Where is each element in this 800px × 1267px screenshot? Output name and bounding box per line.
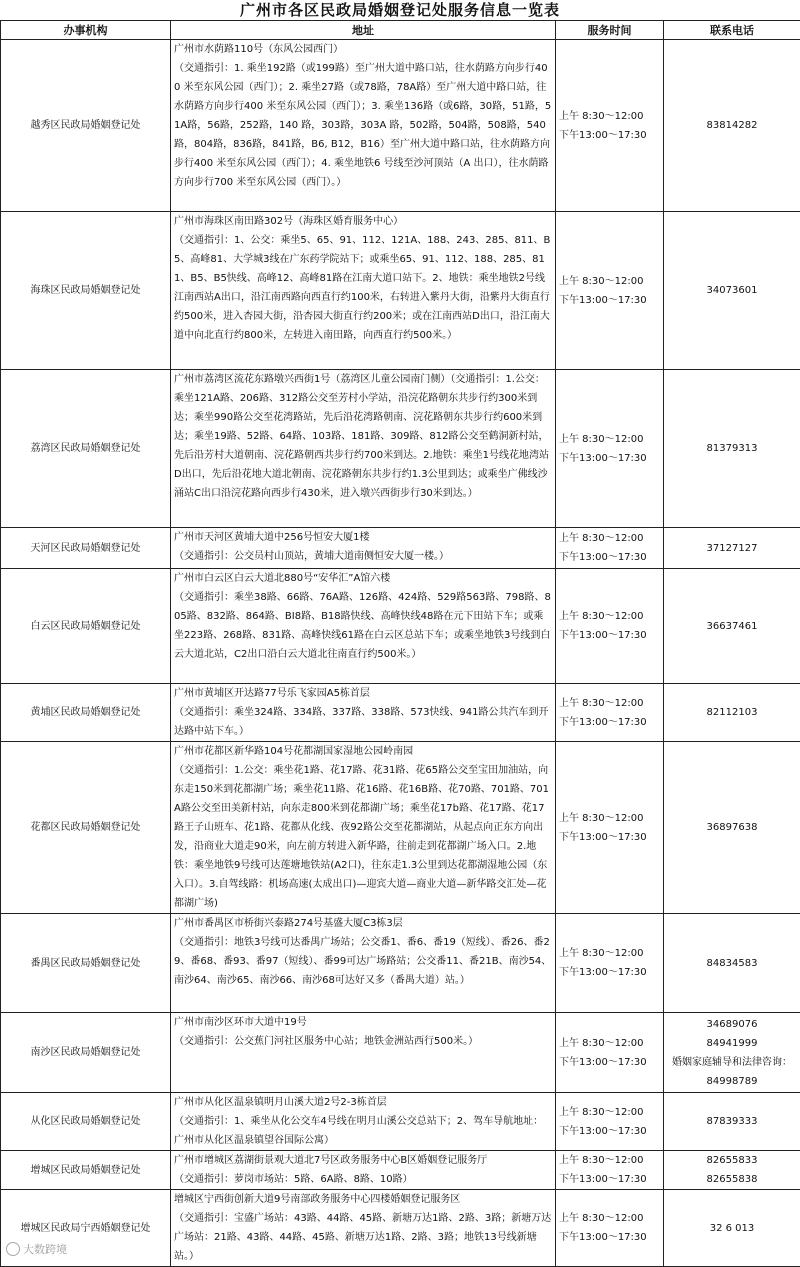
watermark-logo-icon bbox=[6, 1242, 20, 1256]
office-name bbox=[1, 528, 171, 569]
phone-number: 32 6 013 bbox=[667, 1219, 797, 1238]
service-hours bbox=[556, 1190, 664, 1267]
office-name bbox=[1, 40, 171, 212]
service-hours bbox=[556, 528, 664, 569]
office-name-text: 增城区民政局婚姻登记处 bbox=[31, 1165, 141, 1176]
office-address bbox=[171, 742, 556, 914]
phone-number: 34689076 bbox=[667, 1015, 797, 1034]
transit-directions: （交通指引：宝盛广场站：43路、44路、45路、新塘万达1路、2路、3路；新塘万达广场站：21路、43路、44路、45路、新塘万达1路、2路、3路；地铁13号线新塘站。） bbox=[174, 1209, 552, 1266]
registry-table bbox=[0, 20, 800, 1267]
hours-morning: 上午 8:30～12:00 bbox=[559, 607, 660, 626]
page-title: 广州市各区民政局婚姻登记处服务信息一览表 bbox=[0, 0, 800, 20]
office-name-text: 白云区民政局婚姻登记处 bbox=[31, 621, 141, 632]
address-line: 广州市白云区白云大道北880号“安华汇”A馆六楼 bbox=[174, 569, 552, 588]
table-row bbox=[1, 370, 800, 528]
contact-phone bbox=[664, 569, 800, 684]
office-name-text: 番禺区民政局婚姻登记处 bbox=[31, 958, 141, 969]
phone-number: 84941999 bbox=[667, 1034, 797, 1053]
hours-afternoon: 下午13:00～17:30 bbox=[559, 291, 660, 310]
phone-number: 82655838 bbox=[667, 1170, 797, 1189]
contact-phone bbox=[664, 370, 800, 528]
phone-number: 83814282 bbox=[667, 116, 797, 135]
transit-directions: （交通指引：地铁3号线可达番禺广场站；公交番1、番6、番19（短线）、番26、番29、番68、番93、番97（短线）、番99可达广场路站；公交番11、番21B、南沙54、南沙64、南沙65、南沙66、南沙68可达好又多（番禺大道）站。） bbox=[174, 933, 552, 990]
hours-morning: 上午 8:30～12:00 bbox=[559, 1034, 660, 1053]
service-hours bbox=[556, 914, 664, 1013]
phone-number: 婚姻家庭辅导和法律咨询：84998789 bbox=[667, 1053, 797, 1091]
office-name-text: 荔湾区民政局婚姻登记处 bbox=[31, 443, 141, 454]
phone-number: 37127127 bbox=[667, 539, 797, 558]
table-row bbox=[1, 742, 800, 914]
office-name bbox=[1, 914, 171, 1013]
transit-directions: （交通指引：萝岗市场站：5路、6A路、8路、10路） bbox=[174, 1170, 552, 1189]
office-name bbox=[1, 684, 171, 742]
table-row bbox=[1, 528, 800, 569]
header-hours: 服务时间 bbox=[556, 21, 664, 40]
office-name-text: 黄埔区民政局婚姻登记处 bbox=[31, 707, 141, 718]
contact-phone bbox=[664, 742, 800, 914]
transit-directions: （交通指引：1、乘坐从化公交车4号线在明月山溪公交总站下；2、驾车导航地址：广州市从化区温泉镇望谷国际公寓） bbox=[174, 1112, 552, 1150]
table-row bbox=[1, 1013, 800, 1093]
office-name-text: 天河区民政局婚姻登记处 bbox=[31, 543, 141, 554]
contact-phone bbox=[664, 914, 800, 1013]
phone-number: 84834583 bbox=[667, 954, 797, 973]
hours-morning: 上午 8:30～12:00 bbox=[559, 107, 660, 126]
table-body bbox=[1, 40, 800, 1267]
office-name bbox=[1, 569, 171, 684]
office-address bbox=[171, 1151, 556, 1190]
table-row bbox=[1, 569, 800, 684]
hours-morning: 上午 8:30～12:00 bbox=[559, 694, 660, 713]
table-row bbox=[1, 40, 800, 212]
transit-directions: （交通指引：1.公交：乘坐花1路、花17路、花31路、花65路公交至宝田加油站，向东走150米到花都湖广场；乘坐花11路、花16路、花16B路、花70路、701路、701A路公交至田美新村站，向东走800米到花都湖广场；乘坐花17b路、花17路、花17路王子山班车、花1路、花都从化线、夜92路公交至花都湖站，从起点向正东方向出发，沿商业大道走90米，向左前方转进入新华路，往前走到花都湖广场入口。2.地铁：乘坐地铁9号线可达莲塘地铁站(A2口)，往东走1.3公里到达花都湖湿地公园（东入口）。3.自驾线路：机场高速(太成出口)—迎宾大道—商业大道—新华路交汇处—花都湖广场) bbox=[174, 761, 552, 913]
contact-phone bbox=[664, 212, 800, 370]
service-hours bbox=[556, 1013, 664, 1093]
table-row bbox=[1, 1093, 800, 1151]
contact-phone bbox=[664, 1151, 800, 1190]
transit-directions: （交通指引：1. 乘坐192路（或199路）至广州大道中路口站，往水荫路方向步行400 米至东风公园（西门）；2. 乘坐27路（或78路，78A路）至广州大道中路口站，往水荫路方向步行400 米至东风公园（西门）；3. 乘坐136路（或6路，30路，51路，51A路，56路，252路，140 路，303路，303A 路，502路，504路，508路，540路，804路，836路，841路，B6, B12，B16）至广州大道中路口站，往水荫路方向步行400 米至东风公园（西门）；4. 乘坐地铁6 号线至沙河顶站（A 出口），往水荫路方向步行700 米至东风公园（西门）。） bbox=[174, 59, 552, 192]
table-row bbox=[1, 914, 800, 1013]
table-row bbox=[1, 212, 800, 370]
service-hours bbox=[556, 1151, 664, 1190]
phone-number: 82655833 bbox=[667, 1151, 797, 1170]
hours-morning: 上午 8:30～12:00 bbox=[559, 1103, 660, 1122]
service-hours bbox=[556, 212, 664, 370]
hours-morning: 上午 8:30～12:00 bbox=[559, 809, 660, 828]
hours-afternoon: 下午13:00～17:30 bbox=[559, 626, 660, 645]
watermark bbox=[6, 1240, 126, 1260]
hours-morning: 上午 8:30～12:00 bbox=[559, 430, 660, 449]
office-address bbox=[171, 212, 556, 370]
contact-phone bbox=[664, 1190, 800, 1267]
hours-afternoon: 下午13:00～17:30 bbox=[559, 548, 660, 567]
transit-directions: （交通指引：公交蕉门河社区服务中心站；地铁金洲站西行500米。） bbox=[174, 1032, 552, 1051]
hours-morning: 上午 8:30～12:00 bbox=[559, 944, 660, 963]
watermark-text: 大数跨境 bbox=[23, 1243, 67, 1256]
table-row bbox=[1, 684, 800, 742]
service-hours bbox=[556, 370, 664, 528]
phone-number: 34073601 bbox=[667, 281, 797, 300]
hours-morning: 上午 8:30～12:00 bbox=[559, 272, 660, 291]
phone-number: 81379313 bbox=[667, 439, 797, 458]
phone-number: 36897638 bbox=[667, 818, 797, 837]
office-name-text: 越秀区民政局婚姻登记处 bbox=[31, 120, 141, 131]
contact-phone bbox=[664, 528, 800, 569]
office-address bbox=[171, 684, 556, 742]
hours-afternoon: 下午13:00～17:30 bbox=[559, 828, 660, 847]
office-address bbox=[171, 1013, 556, 1093]
office-name bbox=[1, 1093, 171, 1151]
address-line: 广州市花都区新华路104号花都湖国家湿地公园岭南园 bbox=[174, 742, 552, 761]
hours-morning: 上午 8:30～12:00 bbox=[559, 1151, 660, 1170]
address-line: 广州市荔湾区流花东路墩兴西街1号（荔湾区儿童公园南门侧）（交通指引：1.公交：乘坐121A路、206路、312路公交至芳村小学站，沿浣花路朝东共步行约300米到达；乘坐990路公交至花湾路站，先后沿花湾路朝南、浣花路朝东共步行约600米到达；乘坐19路、52路、64路、103路、181路、309路、812路公交至鹤洞新村站，先后沿芳村大道朝南、浣花路朝西共步行约700米到达。2.地铁：乘坐1号线花地湾站D出口，先后沿花地大道北朝南、浣花路朝东共步行约1.3公里到达；或乘坐广佛线沙涌站C出口沿浣花路向西步行430米，进入墩兴西街步行30米到达。） bbox=[174, 370, 552, 503]
table-header-row bbox=[1, 21, 800, 40]
table-row bbox=[1, 1151, 800, 1190]
phone-number: 82112103 bbox=[667, 703, 797, 722]
phone-number: 87839333 bbox=[667, 1112, 797, 1131]
office-name bbox=[1, 370, 171, 528]
hours-afternoon: 下午13:00～17:30 bbox=[559, 1170, 660, 1189]
office-address bbox=[171, 528, 556, 569]
office-address bbox=[171, 370, 556, 528]
office-name-text: 南沙区民政局婚姻登记处 bbox=[31, 1047, 141, 1058]
office-name bbox=[1, 212, 171, 370]
contact-phone bbox=[664, 40, 800, 212]
address-line: 增城区宁西街创新大道9号南部政务服务中心四楼婚姻登记服务区 bbox=[174, 1190, 552, 1209]
hours-afternoon: 下午13:00～17:30 bbox=[559, 126, 660, 145]
header-office: 办事机构 bbox=[1, 21, 171, 40]
address-line: 广州市南沙区环市大道中19号 bbox=[174, 1013, 552, 1032]
contact-phone bbox=[664, 1013, 800, 1093]
service-hours bbox=[556, 40, 664, 212]
hours-afternoon: 下午13:00～17:30 bbox=[559, 449, 660, 468]
address-line: 广州市从化区温泉镇明月山溪大道2号2-3栋首层 bbox=[174, 1093, 552, 1112]
transit-directions: （交通指引：乘坐38路、66路、76A路、126路、424路、529路563路、798路、805路、832路、864路、BI8路、B18路快线、高峰快线48路在元下田站下车；或乘坐223路、268路、831路、高峰快线61路在白云区总站下车；或乘坐地铁3号线到白云大道北站，C2出口沿白云大道北往南直行约500米。） bbox=[174, 588, 552, 664]
office-name bbox=[1, 742, 171, 914]
header-address: 地址 bbox=[171, 21, 556, 40]
office-name bbox=[1, 1013, 171, 1093]
address-line: 广州市天河区黄埔大道中256号恒安大厦1楼 bbox=[174, 528, 552, 547]
office-name-text: 增城区民政局宁西婚姻登记处 bbox=[21, 1223, 151, 1234]
header-phone: 联系电话 bbox=[664, 21, 800, 40]
address-line: 广州市增城区荔湖街景观大道北7号区政务服务中心B区婚姻登记服务厅 bbox=[174, 1151, 552, 1170]
hours-afternoon: 下午13:00～17:30 bbox=[559, 1228, 660, 1247]
transit-directions: （交通指引：1、公交：乘坐5、65、91、112、121A、188、243、285、811、B5、高峰81、大学城3线在广东药学院站下；或乘坐65、91、112、188、285、811、B5、B5快线、高峰12、高峰81路在江南大道口站下。2、地铁：乘坐地铁2号线江南西站A出口，沿江南西路向西直行约100米，右转进入紫丹大街，沿紫丹大街直行约500米，进入杏园大街，沿杏园大街直行约200米；或在江南西站D出口，沿江南大道中向北直行约800米，左转进入南田路，向西直行约500米。） bbox=[174, 231, 552, 345]
office-address bbox=[171, 1190, 556, 1267]
hours-morning: 上午 8:30～12:00 bbox=[559, 1209, 660, 1228]
office-address bbox=[171, 569, 556, 684]
address-line: 广州市水荫路110号（东风公园西门） bbox=[174, 40, 552, 59]
hours-afternoon: 下午13:00～17:30 bbox=[559, 963, 660, 982]
contact-phone bbox=[664, 684, 800, 742]
office-name-text: 海珠区民政局婚姻登记处 bbox=[31, 285, 141, 296]
phone-number: 36637461 bbox=[667, 617, 797, 636]
address-line: 广州市海珠区南田路302号（海珠区婚育服务中心） bbox=[174, 212, 552, 231]
service-hours bbox=[556, 684, 664, 742]
hours-afternoon: 下午13:00～17:30 bbox=[559, 713, 660, 732]
office-name-text: 从化区民政局婚姻登记处 bbox=[31, 1116, 141, 1127]
office-address bbox=[171, 1093, 556, 1151]
address-line: 广州市黄埔区开达路77号乐飞家园A5栋首层 bbox=[174, 684, 552, 703]
hours-afternoon: 下午13:00～17:30 bbox=[559, 1053, 660, 1072]
service-hours bbox=[556, 742, 664, 914]
office-name bbox=[1, 1151, 171, 1190]
transit-directions: （交通指引：公交员村山顶站，黄埔大道南侧恒安大厦一楼。） bbox=[174, 547, 552, 566]
office-address bbox=[171, 40, 556, 212]
hours-afternoon: 下午13:00～17:30 bbox=[559, 1122, 660, 1141]
service-hours bbox=[556, 1093, 664, 1151]
transit-directions: （交通指引：乘坐324路、334路、337路、338路、573快线、941路公共汽车到开达路中站下车。） bbox=[174, 703, 552, 741]
address-line: 广州市番禺区市桥街兴泰路274号基盛大厦C3栋3层 bbox=[174, 914, 552, 933]
contact-phone bbox=[664, 1093, 800, 1151]
office-name-text: 花都区民政局婚姻登记处 bbox=[31, 822, 141, 833]
hours-morning: 上午 8:30～12:00 bbox=[559, 529, 660, 548]
service-hours bbox=[556, 569, 664, 684]
office-address bbox=[171, 914, 556, 1013]
